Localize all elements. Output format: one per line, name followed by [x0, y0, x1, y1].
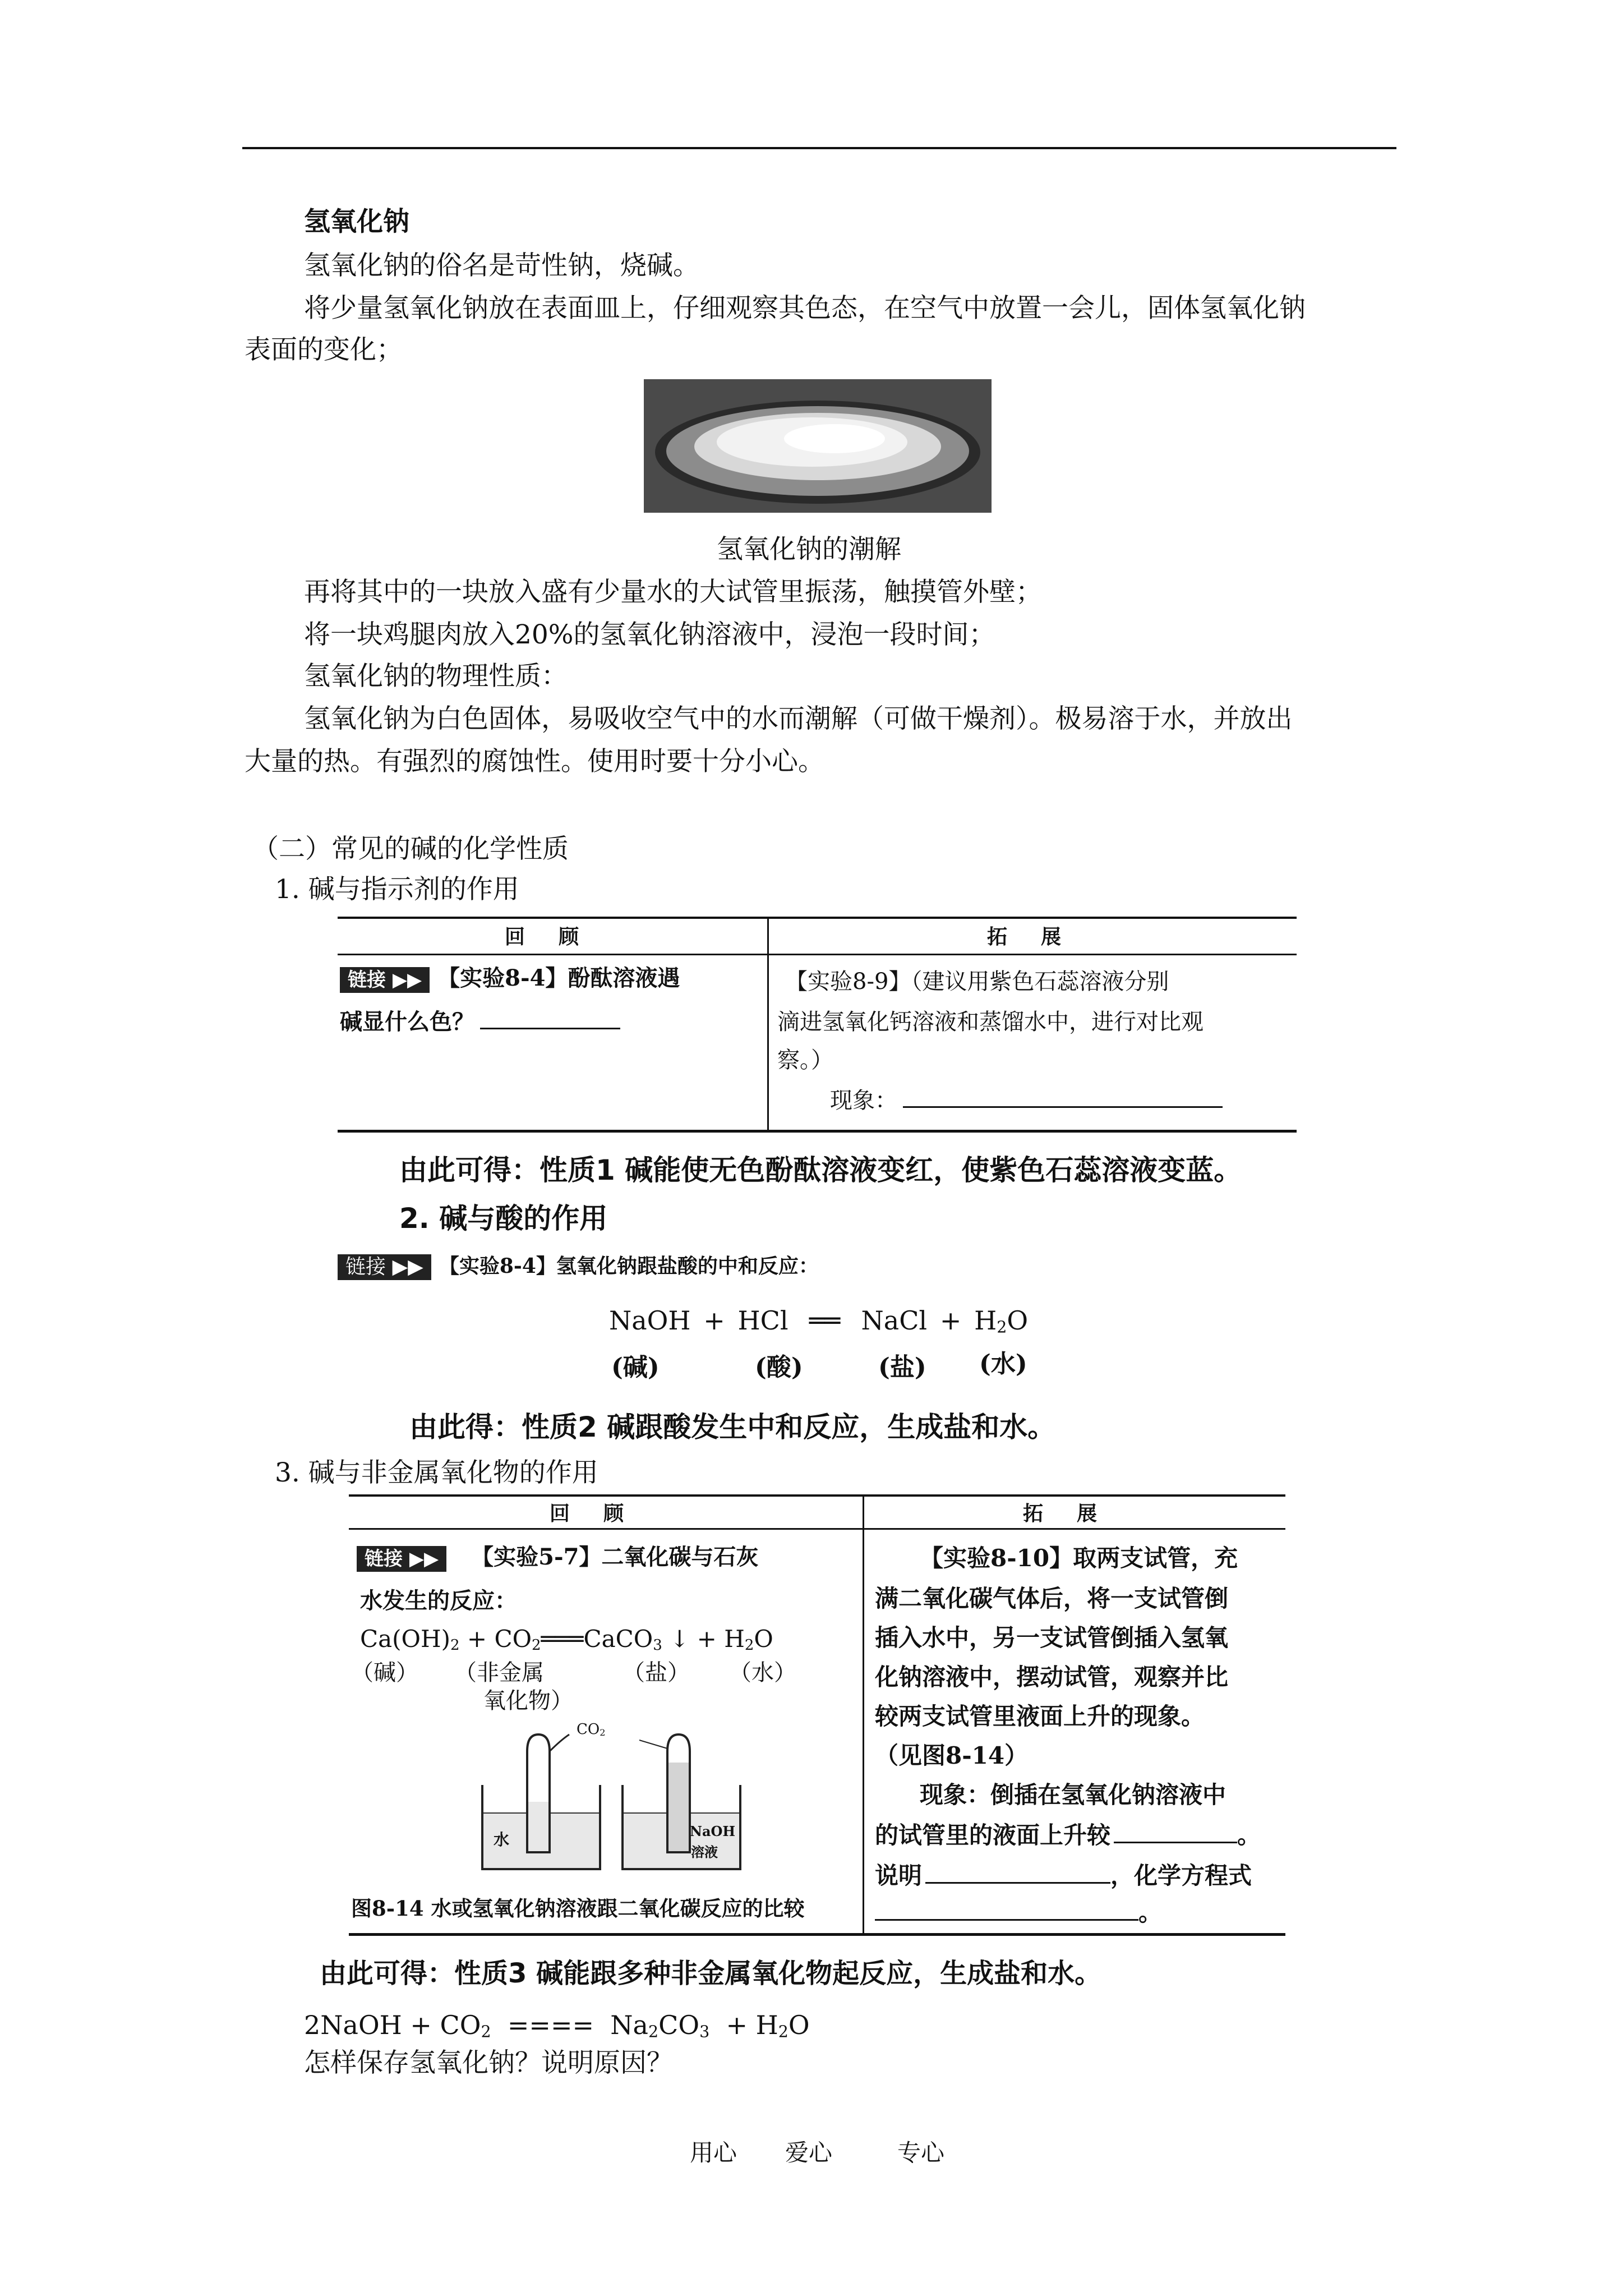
item-heading: 1. 碱与指示剂的作用	[275, 874, 519, 905]
footer-text: 用心	[690, 2139, 737, 2166]
link-badge: 链接 ▶▶	[338, 1254, 431, 1280]
section-heading: （二）常见的碱的化学性质	[252, 834, 569, 864]
table-right-line: 【实验8-9】（建议用紫色石蕊溶液分别	[785, 969, 1169, 995]
table-right-line: 。	[875, 1895, 1162, 1931]
table-right-line: 滴进氢氧化钙溶液和蒸馏水中，进行对比观	[777, 1009, 1204, 1035]
property-2: 由此得：性质2 碱跟酸发生中和反应，生成盐和水。	[409, 1411, 1056, 1443]
table-header-right: 拓展	[987, 926, 1095, 949]
property-1: 由此可得：性质1 碱能使无色酚酞溶液变红，使紫色石蕊溶液变蓝。	[399, 1154, 1242, 1186]
figure-label: NaOH	[690, 1823, 736, 1839]
table-right-line: 满二氧化碳气体后，将一支试管倒	[875, 1585, 1229, 1612]
table-right-line: 【实验8-10】取两支试管，充	[920, 1544, 1238, 1572]
answer-blank[interactable]	[875, 1897, 1138, 1921]
table-left-line: 链接 ▶▶ 【实验8-4】酚酞溶液遇	[340, 960, 680, 996]
table-header-right: 拓展	[1023, 1502, 1131, 1525]
figure-8-14	[471, 1718, 751, 1875]
header-rule	[242, 147, 1396, 149]
section-title: 氢氧化钠	[304, 206, 409, 237]
paragraph: 再将其中的一块放入盛有少量水的大试管里振荡，触摸管外壁；	[304, 577, 1042, 608]
figure-label: 水	[494, 1830, 510, 1849]
equation-label: 氧化物）	[483, 1688, 573, 1714]
table-right-line: 说明 ，化学方程式	[875, 1858, 1252, 1894]
paragraph: 氢氧化钠的俗名是苛性钠，烧碱。	[304, 250, 699, 281]
item-heading: 2. 碱与酸的作用	[399, 1202, 608, 1235]
equation-label: （碱）	[351, 1660, 418, 1686]
paragraph: 将一块鸡腿肉放入20%的氢氧化钠溶液中，浸泡一段时间；	[304, 619, 995, 650]
table-left-line: 链接 ▶▶ 【实验5-7】二氧化碳与石灰	[357, 1539, 758, 1575]
link-badge: 链接 ▶▶	[357, 1546, 446, 1572]
table-right-line: 化钠溶液中，摆动试管，观察并比	[875, 1663, 1229, 1691]
naoh-photo	[644, 379, 992, 513]
table-right-line: 察。）	[777, 1047, 833, 1073]
equation-label: (酸)	[755, 1353, 803, 1382]
equation-label: (碱)	[611, 1353, 660, 1382]
table-right-line: 插入水中，另一支试管倒插入氢氧	[875, 1624, 1229, 1651]
equation-label: （水）	[729, 1660, 796, 1686]
table-right-line: 的试管里的液面上升较 。	[875, 1818, 1261, 1853]
footer-text: 爱心	[785, 2139, 833, 2166]
equation-1: NaOH + HCl ══ NaCl + $H_2O$	[609, 1305, 1029, 1337]
footer-text: 专心	[897, 2139, 945, 2166]
answer-blank[interactable]	[903, 1084, 1223, 1108]
answer-blank[interactable]	[480, 1005, 620, 1029]
table-right-line: 现象：	[830, 1083, 1223, 1119]
paragraph: 氢氧化钠为白色固体，易吸收空气中的水而潮解（可做干燥剂）。极易溶于水，并放出	[304, 703, 1293, 734]
link-line: 链接 ▶▶ 【实验8-4】氢氧化钠跟盐酸的中和反应：	[338, 1248, 819, 1284]
paragraph: 将少量氢氧化钠放在表面皿上，仔细观察其色态，在空气中放置一会儿，固体氢氧化钠	[304, 293, 1306, 324]
table-left-line: 水发生的反应：	[360, 1588, 517, 1614]
figure-label: $CO_2$	[577, 1721, 606, 1738]
answer-blank[interactable]	[1114, 1819, 1237, 1843]
figure-label: 溶液	[691, 1844, 718, 1860]
paragraph: 表面的变化；	[245, 334, 403, 365]
equation-2-table: $Ca(OH)_2$ + $CO_2═══CaCO_3$ ↓ + $H_2O$	[360, 1625, 773, 1654]
equation-label: （非金属	[454, 1660, 544, 1686]
photo-caption: 氢氧化钠的潮解	[717, 534, 901, 565]
paragraph: 大量的热。有强烈的腐蚀性。使用时要十分小心。	[245, 746, 824, 777]
item-heading: 3. 碱与非金属氧化物的作用	[275, 1457, 598, 1488]
question: 怎样保存氢氧化钠？说明原因？	[304, 2047, 673, 2078]
table-right-line: 现象：倒插在氢氧化钠溶液中	[920, 1781, 1227, 1809]
paragraph: 氢氧化钠的物理性质：	[304, 661, 568, 692]
equation-label: (水)	[979, 1350, 1027, 1378]
property-3: 由此可得：性质3 碱能跟多种非金属氧化物起反应，生成盐和水。	[320, 1958, 1102, 1989]
table-right-line: （见图8-14）	[875, 1742, 1029, 1769]
table-header-left: 回顾	[550, 1502, 658, 1525]
link-badge: 链接 ▶▶	[340, 967, 430, 993]
table-left-line: 碱显什么色？	[340, 1004, 620, 1040]
equation-label: （盐）	[623, 1660, 690, 1686]
table-right-line: 较两支试管里液面上升的现象。	[875, 1703, 1205, 1730]
equation-label: (盐)	[878, 1353, 926, 1382]
equation-2: 2NaOH + $CO_2$ ==== $Na_2CO_3 + H_2O$	[304, 2010, 810, 2041]
answer-blank[interactable]	[925, 1860, 1110, 1884]
figure-caption: 图8-14 水或氢氧化钠溶液跟二氧化碳反应的比较	[351, 1896, 805, 1921]
table-header-left: 回顾	[505, 926, 613, 949]
